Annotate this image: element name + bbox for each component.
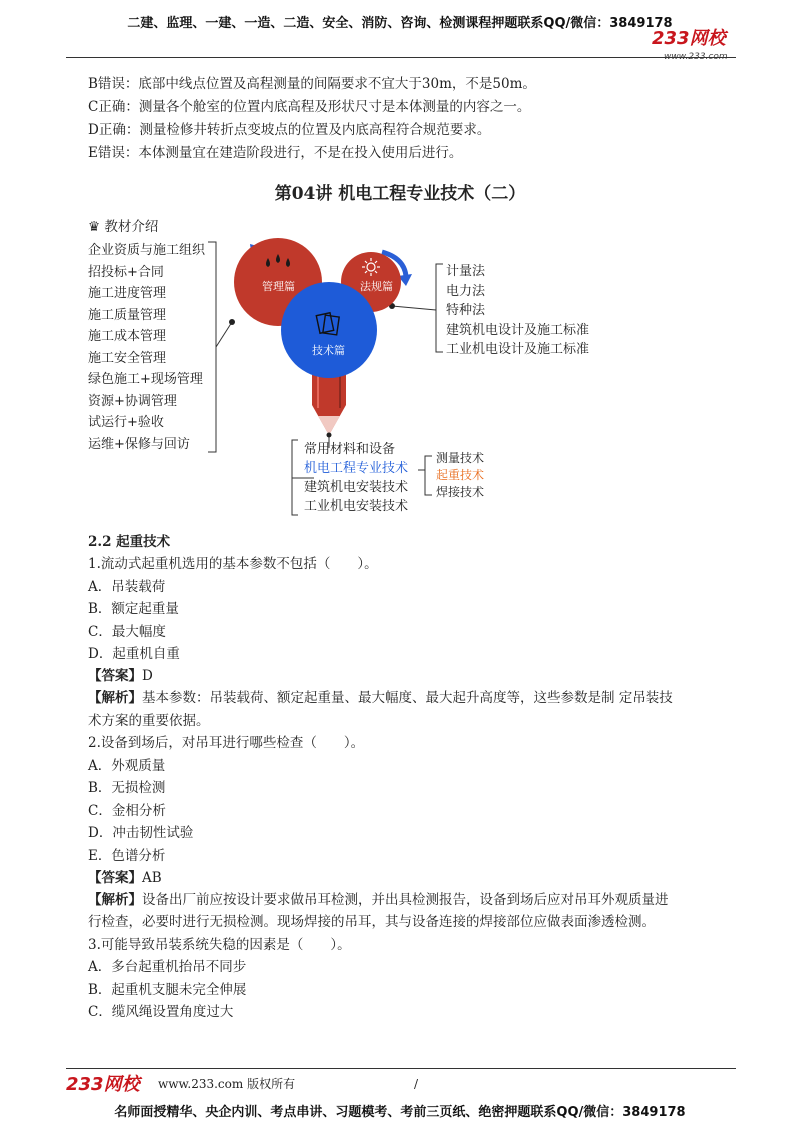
textbook-diagram (0, 230, 800, 530)
intro-line: B错误：底部中线点位置及高程测量的间隔要求不宜大于30m，不是50m。 (88, 76, 536, 92)
question-option: C．缆风绳设置角度过大 (88, 1004, 234, 1020)
analysis-continued: 行检查，必要时进行无损检测。现场焊接的吊耳，其与设备连接的焊接部位应做表面渗透检测。 (88, 914, 655, 930)
list-item: 招投标+合同 (88, 264, 164, 280)
textbook-heading-text: 教材介绍 (104, 219, 159, 235)
question-option: B．无损检测 (88, 780, 166, 796)
section-heading: 2.2 起重技术 (88, 534, 171, 550)
technology-circle (281, 282, 377, 378)
header-banner: 二建、监理、一建、一造、二造、安全、消防、咨询、检测课程押题联系QQ/微信：3849178 (127, 16, 673, 31)
list-item: 施工安全管理 (88, 350, 167, 366)
footer-banner: 名师面授精华、央企内训、考点串讲、习题模考、考前三页纸、绝密押题联系QQ/微信：3849178 (114, 1105, 686, 1120)
question-option: C．最大幅度 (88, 624, 166, 640)
list-item: 机电工程专业技术 (304, 461, 409, 476)
intro-line: D正确：测量检修井转折点变坡点的位置及内底高程符合规范要求。 (88, 122, 491, 138)
list-item: 资源+协调管理 (88, 393, 177, 409)
left-connector-dot (229, 319, 235, 325)
pencil-tip (318, 416, 340, 435)
list-item: 运维+保修与回访 (88, 436, 190, 452)
question-option: C．金相分析 (88, 803, 166, 819)
management-label: 管理篇 (262, 280, 295, 293)
list-item: 施工质量管理 (88, 307, 167, 323)
bottom-list (304, 440, 408, 516)
right-connector (392, 306, 436, 310)
left-list (88, 240, 205, 455)
list-item: 特种法 (446, 303, 486, 318)
question-option: D．冲击韧性试验 (88, 825, 194, 841)
footer-slash: / (414, 1077, 419, 1091)
list-item: 焊接技术 (436, 485, 485, 499)
question-option: A．多台起重机抬吊不同步 (88, 959, 247, 975)
intro-line: E错误：本体测量宜在建造阶段进行，不是在投入使用后进行。 (88, 145, 463, 161)
question-option: E．色谱分析 (88, 848, 166, 864)
right-bracket (436, 264, 443, 352)
question-option: A．外观质量 (88, 758, 166, 774)
question-option: A．吊装载荷 (88, 579, 166, 595)
right-list (446, 262, 589, 360)
list-item: 电力法 (446, 283, 486, 299)
pencil-connector-dot (327, 433, 332, 438)
list-item: 建筑机电设计及施工标准 (446, 322, 590, 338)
left-bracket (208, 242, 216, 452)
answer-label: 【答案】 (88, 668, 142, 684)
answer (88, 868, 162, 888)
technology-label: 技术篇 (312, 344, 345, 357)
header-logo-url (664, 44, 728, 63)
list-item: 常用材料和设备 (304, 442, 396, 457)
answer (88, 666, 153, 686)
answer-label: 【答案】 (88, 870, 142, 886)
analysis-label: 【解析】 (88, 892, 142, 908)
list-item: 施工成本管理 (88, 329, 167, 344)
list-item: 计量法 (446, 264, 486, 279)
list-item: 测量技术 (436, 451, 485, 465)
list-item: 施工进度管理 (88, 286, 167, 301)
analysis (88, 890, 669, 910)
regulation-label: 法规篇 (360, 280, 393, 293)
question-stem: 3.可能导致吊装系统失稳的因素是（ ）。 (88, 937, 351, 953)
intro-line: C正确：测量各个舱室的位置内底高程及形状尺寸是本体测量的内容之一。 (88, 99, 531, 115)
list-item: 建筑机电安装技术 (304, 480, 409, 495)
lecture-title: 第04讲 机电工程专业技术（二） (274, 184, 526, 204)
analysis-continued: 术方案的重要依据。 (88, 713, 210, 729)
list-item: 工业机电安装技术 (304, 499, 409, 514)
sub-list (436, 450, 484, 501)
left-connector (216, 322, 232, 347)
question-option: B．额定起重量 (88, 601, 179, 617)
answer-value: AB (142, 870, 162, 886)
footer-logo: 233网校 (66, 1074, 140, 1095)
list-item: 试运行+验收 (88, 415, 164, 430)
crown-icon: ♛ (88, 219, 101, 235)
list-item: 企业资质与施工组织 (88, 243, 206, 258)
list-item: 绿色施工+现场管理 (88, 372, 203, 387)
analysis-text: 设备出厂前应按设计要求做吊耳检测，并出具检测报告，设备到场后应对吊耳外观质量进 (142, 892, 669, 908)
footer-copyright: www.233.com 版权所有 (158, 1077, 296, 1091)
analysis-label: 【解析】 (88, 690, 142, 706)
list-item: 工业机电设计及施工标准 (446, 342, 590, 357)
question-stem: 1.流动式起重机选用的基本参数不包括（ ）。 (88, 556, 378, 572)
logo-url: www.233.com (664, 52, 728, 62)
analysis (88, 688, 673, 708)
sub-bracket (425, 456, 432, 495)
question-option: D．起重机自重 (88, 646, 180, 662)
list-item: 起重技术 (436, 468, 485, 482)
footer-rule (66, 1068, 736, 1069)
question-stem: 2.设备到场后，对吊耳进行哪些检查（ ）。 (88, 735, 365, 751)
answer-value: D (142, 668, 153, 684)
header-rule (66, 57, 736, 58)
logo-text: 233网校 (652, 28, 726, 49)
question-option: B．起重机支腿未完全伸展 (88, 982, 247, 998)
analysis-text: 基本参数：吊装载荷、额定起重量、最大幅度、最大起升高度等，这些参数是制 定吊装技 (142, 690, 673, 706)
